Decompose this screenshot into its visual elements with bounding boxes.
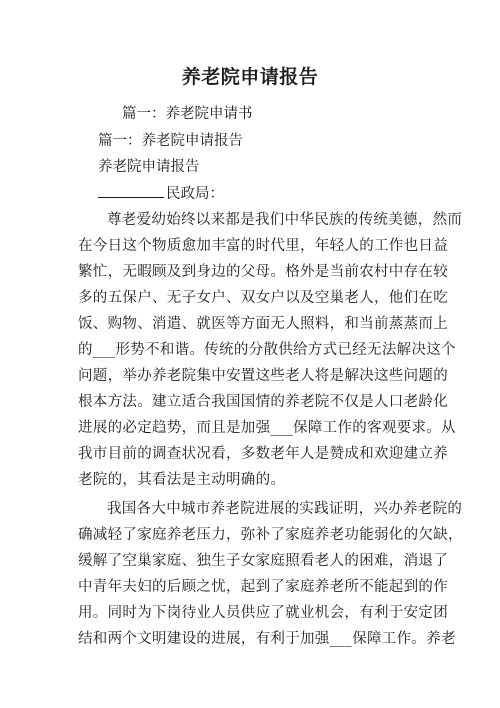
paragraph-1-line: 我市目前的调查状况看，多数老年人是赞成和欢迎建立养 [78, 446, 448, 462]
document-label: 养老院申请报告 [98, 159, 200, 175]
paragraph-2-line: 结和两个文明建设的进展，有利于加强___保障工作。养老 [78, 631, 456, 647]
paragraph-1-line: 繁忙，无暇顾及到身边的父母。格外是当前农村中存在较 [78, 264, 448, 280]
paragraph-1-line: 多的五保户、无子女户、双女户以及空巢老人，他们在吃 [78, 290, 448, 306]
document-title: 养老院申请报告 [181, 66, 319, 88]
paragraph-1-line: 在今日这个物质愈加丰富的时代里，年轻人的工作也日益 [78, 238, 448, 254]
paragraph-1-line: 老院的，其看法是主动明确的。 [78, 472, 286, 488]
addressee-text: 民政局： [166, 186, 224, 202]
paragraph-2 [78, 496, 463, 652]
paragraph-1-line: 尊老爱幼始终以来都是我们中华民族的传统美德，然而 [107, 212, 463, 228]
section-heading: 篇一：养老院申请书 [122, 106, 253, 122]
paragraph-1-line: 问题，举办养老院集中安置这些老人将是解决这些问题的 [78, 368, 448, 384]
addressee-blank [98, 183, 164, 198]
paragraph-1 [78, 207, 463, 493]
paragraph-2-line: 确减轻了家庭养老压力，弥补了家庭养老功能弱化的欠缺， [78, 527, 463, 543]
paragraph-1-line: 进展的必定趋势，而且是加强___保障工作的客观要求。从 [78, 420, 456, 436]
addressee-line [98, 183, 224, 204]
paragraph-2-line: 缓解了空巢家庭、独生子女家庭照看老人的困难，消退了 [78, 553, 448, 569]
paragraph-1-line: 饭、购物、消遣、就医等方面无人照料，和当前蒸蒸而上 [78, 316, 448, 332]
subheading: 篇一：养老院申请报告 [98, 133, 243, 149]
paragraph-2-line: 我国各大中城市养老院进展的实践证明，兴办养老院的 [107, 501, 463, 517]
paragraph-2-line: 用。同时为下岗待业人员供应了就业机会，有利于安定团 [78, 605, 448, 621]
paragraph-1-line: 根本方法。建立适合我国国情的养老院不仅是人口老龄化 [78, 394, 448, 410]
paragraph-2-line: 中青年夫妇的后顾之忧，起到了家庭养老所不能起到的作 [78, 579, 448, 595]
paragraph-1-line: 的___形势不和谐。传统的分散供给方式已经无法解决这个 [78, 342, 456, 358]
